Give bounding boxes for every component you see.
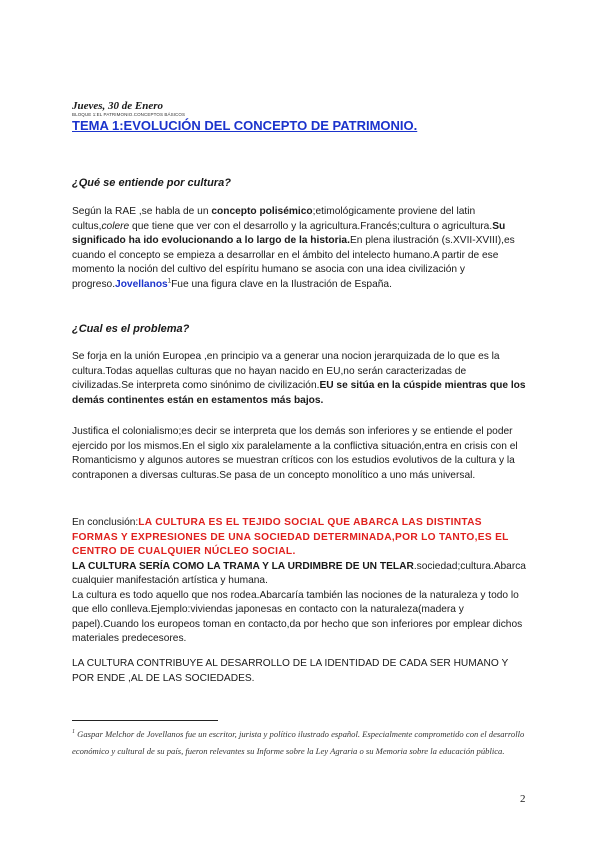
paragraph-identity: LA CULTURA CONTRIBUYE AL DESARROLLO DE LA IDENTIDAD DE CADA SER HUMANO Y POR ENDE ,AL DE LAS SOCIEDADES. [72,658,509,684]
footnote-ref[interactable]: 1 [167,278,172,285]
question-heading-problem: ¿Cual es el problema? [72,323,190,335]
footnote: $^1$ Gaspar Melchor de Jovellanos fue un escritor, jurista y político ilustrado español. Especialmente comprometido con el desarrollo económico y cultural de su país, fueron relevantes su Informe sobre la Ley Agraria o su Memoria sobre la educación pública. [72,729,525,756]
paragraph-colonialism: Justifica el colonialismo;es decir se interpreta que los demás son inferiores y se entiende el poder ejercido por los mismos.En el siglo xix paralelamente a la conflictiva situación,entra en crisis con el Romanticismo y algunos autores se muestran críticos con los estudios evolutivos de la cultura y la contraponen a diversas culturas.Se pasa de un concepto monolítico a uno más universal. [72,426,518,481]
paragraph-conclusion: En conclusión:LA CULTURA ES EL TEJIDO SOCIAL QUE ABARCA LAS DISTINTAS FORMAS Y EXPRESIONES DE UNA SOCIEDAD DETERMINADA,POR LO TANTO,ES EL CENTRO DE CUALQUIER NÚCLEO SOCIAL. LA CULTURA SERÍA COMO LA TRAMA Y LA URDIMBRE DE UN TELAR.sociedad;cultura.Abarca cualquier manifestación artística y humana. La cultura es todo aquello que nos rodea.Abarcaría también las nociones de la naturaleza y todo lo que ello conlleva.Ejemplo:viviendas japonesas en contacto con la naturaleza(madera y papel).Cuando los europeos toman en contacto,da por hecho que son inferiores por emplear dichos materiales predecesores. [72,517,526,644]
paragraph-culture-definition: Según la RAE ,se habla de un concepto polisémico;etimológicamente proviene del latin cultus,colere que tiene que ver con el desarrollo y la agricultura.Francés;cultura o agricultura.Su significado ha ido evolucionando a lo largo de la historia.En plena ilustración (s.XVII-XVIII),es cuando el concepto se empieza a desarrollar en el ámbito del intelecto humano.A partir de ese momento la noción del cultivo del espíritu humano se asocia con una idea civilización y progreso.Jovellanos$^1$Fue una figura clave en la Ilustración de España. [72,206,515,290]
page-number: 2 [520,793,526,805]
page-title: TEMA 1:EVOLUCIÓN DEL CONCEPTO DE PATRIMONIO. [72,118,418,133]
question-heading-culture: ¿Qué se entiende por cultura? [72,177,231,189]
paragraph-problem: Se forja en la unión Europea ,en principio va a generar una nocion jerarquizada de lo que es la cultura.Todas aquellas culturas que no hayan nacido en EU,no serán caracterizadas de civilizadas.Se interpreta como sinónimo de civilización.EU se sitúa en la cúspide mientras que los demás continentes están en estamentos más bajos. [72,351,526,406]
jovellanos-link[interactable]: Jovellanos [115,278,168,290]
block-subtitle: BLOQUE 1:EL PATRIMONIO.CONCEPTOS BÁSICOS [72,112,186,117]
document-page [72,100,528,684]
footnote-divider [72,720,218,721]
date-heading: Jueves, 30 de Enero [72,100,164,112]
